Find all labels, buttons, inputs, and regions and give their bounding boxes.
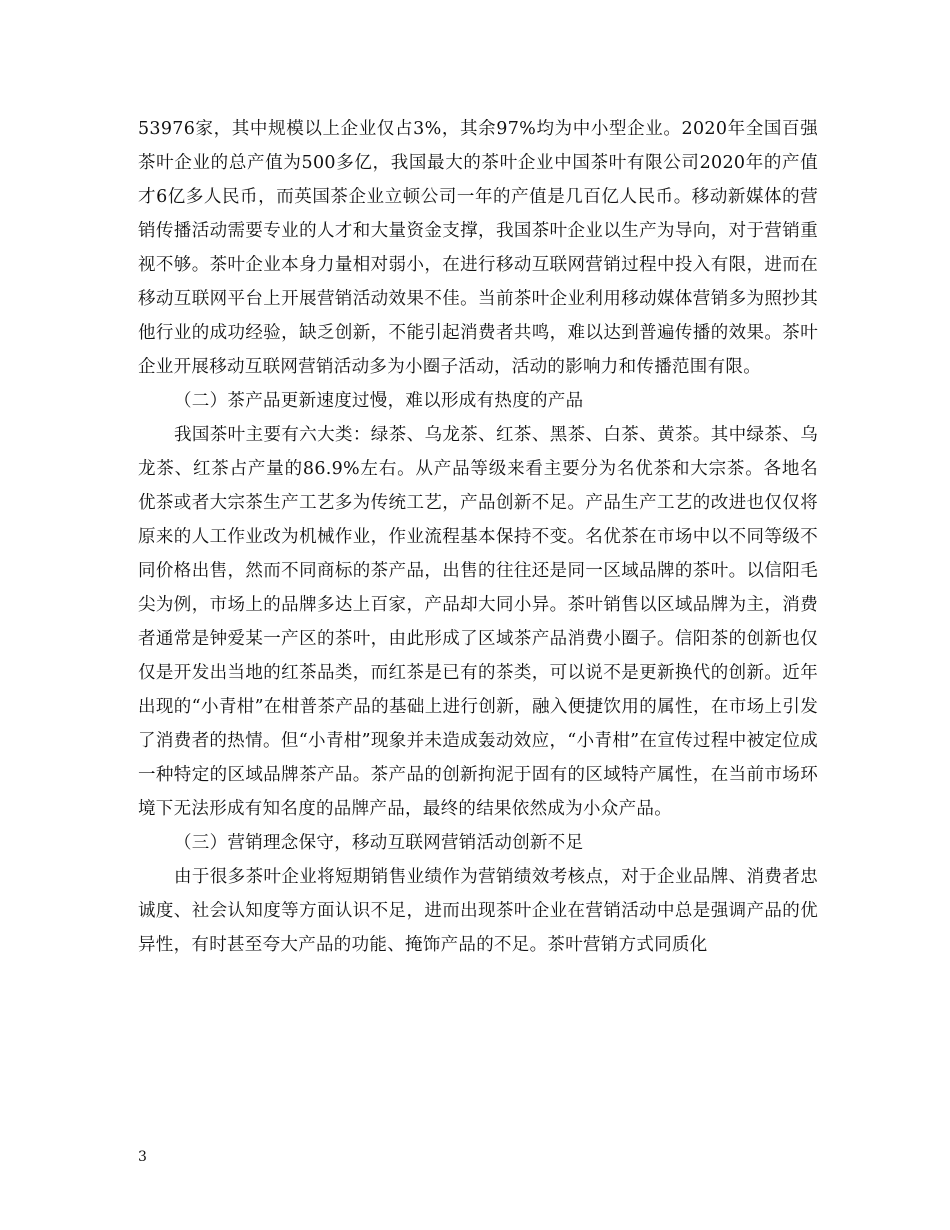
paragraph-tea-products: 我国茶叶主要有六大类：绿茶、乌龙茶、红茶、黑茶、白茶、黄茶。其中绿茶、乌龙茶、红茶占产量的86.9%左右。从产品等级来看主要分为名优茶和大宗茶。各地名优茶或者大宗茶生产工艺多为传统工艺，产品创新不足。产品生产工艺的改进也仅仅将原来的人工作业改为机械作业，作业流程基本保持不变。名优茶在市场中以不同等级不同价格出售，然而不同商标的茶产品，出售的往往还是同一区域品牌的茶叶。以信阳毛尖为例，市场上的品牌多达上百家，产品却大同小异。茶叶销售以区域品牌为主，消费者通常是钟爱某一产区的茶叶，由此形成了区域茶产品消费小圈子。信阳茶的创新也仅仅是开发出当地的红茶品类，而红茶是已有的茶类，可以说不是更新换代的创新。近年出现的“小青柑”在柑普茶产品的基础上进行创新，融入便捷饮用的属性，在市场上引发了消费者的热情。但“小青柑”现象并未造成轰动效应，“小青柑”在宣传过程中被定位成一种特定的区域品牌茶产品。茶产品的创新拘泥于固有的区域特产属性，在当前市场环境下无法形成有知名度的品牌产品，最终的结果依然成为小众产品。	[138, 425, 818, 819]
paragraph-enterprise-scale: 53976家，其中规模以上企业仅占3%，其余97%均为中小型企业。2020年全国百强茶叶企业的总产值为500多亿，我国最大的茶叶企业中国茶叶有限公司2020年的产值才6亿多人民币，而英国茶企业立顿公司一年的产值是几百亿人民币。移动新媒体的营销传播活动需要专业的人才和大量资金支撑，我国茶叶企业以生产为导向，对于营销重视不够。茶叶企业本身力量相对弱小，在进行移动互联网营销过程中投入有限，进而在移动互联网平台上开展营销活动效果不佳。当前茶叶企业利用移动媒体营销多为照抄其他行业的成功经验，缺乏创新，不能引起消费者共鸣，难以达到普遍传播的效果。茶叶企业开展移动互联网营销活动多为小圈子活动，活动的影响力和传播范围有限。	[138, 119, 818, 377]
section-heading-3: （三）营销理念保守，移动互联网营销活动创新不足	[174, 833, 584, 853]
paragraph-marketing-concept: 由于很多茶叶企业将短期销售业绩作为营销绩效考核点，对于企业品牌、消费者忠诚度、社会认知度等方面认识不足，进而出现茶叶企业在营销活动中总是强调产品的优异性，有时甚至夸大产品的功能、掩饰产品的不足。茶叶营销方式同质化	[138, 867, 818, 955]
page-number: 3	[138, 1149, 147, 1165]
section-heading-2: （二）茶产品更新速度过慢，难以形成有热度的产品	[174, 391, 584, 411]
document-body	[138, 112, 818, 962]
